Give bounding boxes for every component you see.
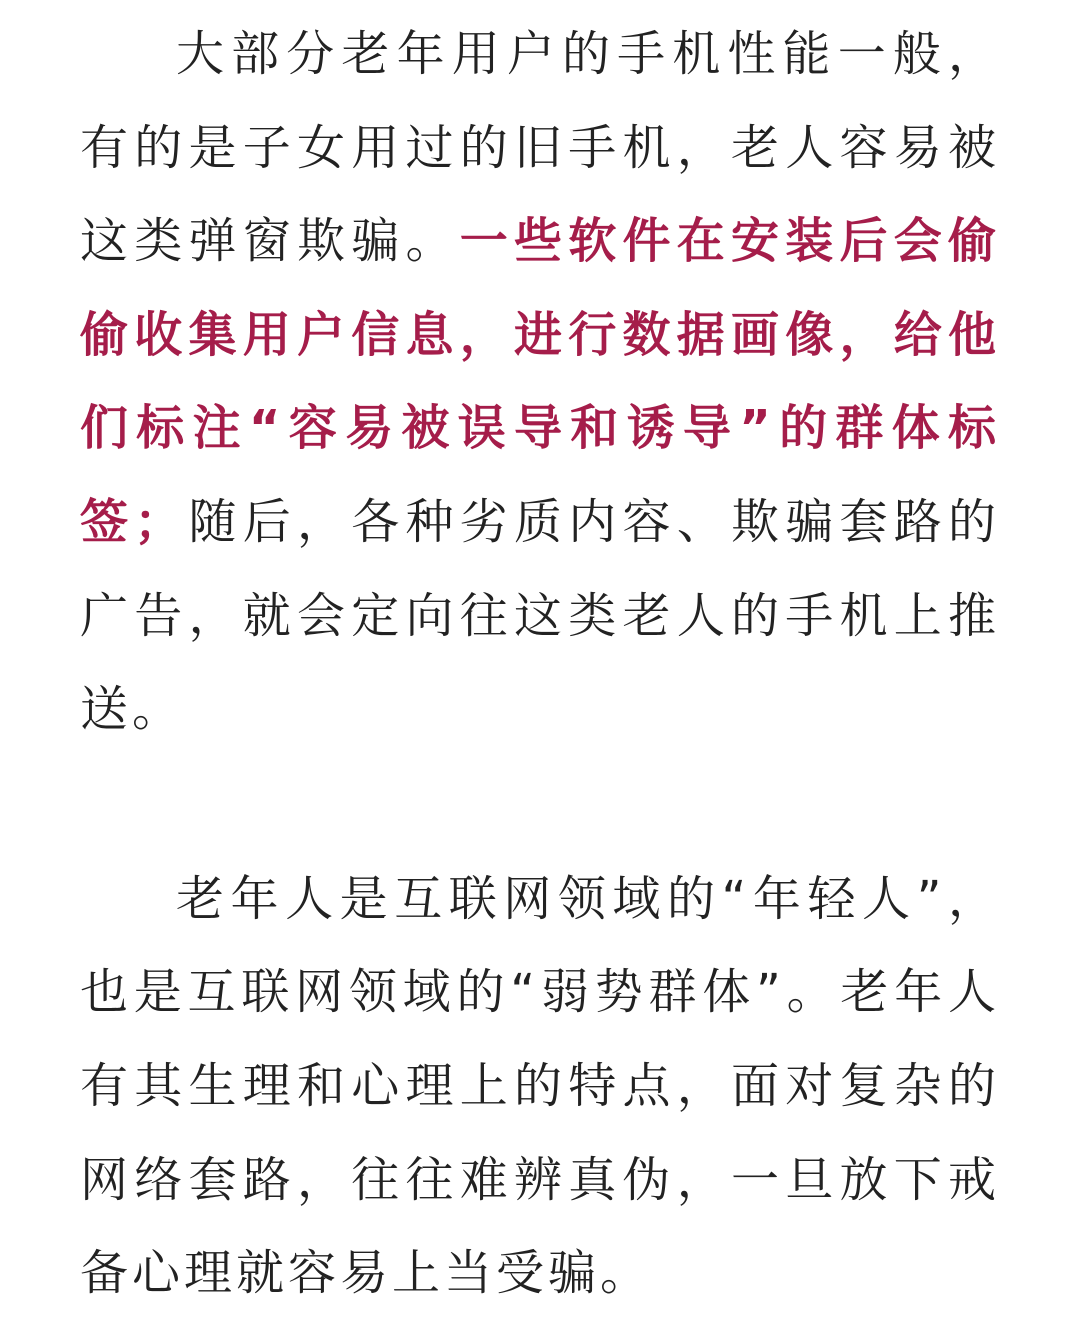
paragraph bbox=[80, 853, 1000, 1321]
text-line bbox=[80, 476, 1000, 570]
body-text: 广告，就会定向往这类老人的手机上推 bbox=[80, 587, 1000, 644]
body-text: 老年人是互联网领域的“年轻人”， bbox=[176, 870, 1000, 927]
body-text: 备心理就容易上当受骗。 bbox=[80, 1245, 653, 1302]
text-line bbox=[80, 663, 1000, 757]
paragraph bbox=[80, 8, 1000, 757]
text-line bbox=[80, 853, 1000, 947]
text-line bbox=[80, 570, 1000, 664]
body-text: 随后，各种劣质内容、欺骗套路的 bbox=[186, 493, 1000, 550]
text-line bbox=[80, 102, 1000, 196]
text-line bbox=[80, 1134, 1000, 1228]
body-text: 有的是子女用过的旧手机，老人容易被 bbox=[80, 119, 1000, 176]
highlighted-text: 签； bbox=[80, 493, 187, 550]
body-text: 送。 bbox=[80, 681, 185, 738]
highlighted-text: 偷收集用户信息，进行数据画像，给他 bbox=[80, 306, 1000, 363]
body-text: 网络套路，往往难辨真伪，一旦放下戒 bbox=[80, 1151, 1000, 1208]
text-line bbox=[80, 1040, 1000, 1134]
text-line bbox=[80, 195, 1000, 289]
body-text: 有其生理和心理上的特点，面对复杂的 bbox=[80, 1057, 1000, 1114]
highlighted-text: 们标注“容易被误导和诱导”的群体标 bbox=[80, 400, 1000, 457]
text-line bbox=[80, 1227, 1000, 1321]
article-body bbox=[80, 8, 1000, 1321]
body-text: 也是互联网领域的“弱势群体”。老年人 bbox=[80, 964, 1000, 1021]
highlighted-text: 一些软件在安装后会偷 bbox=[459, 213, 1000, 270]
text-line bbox=[80, 946, 1000, 1040]
text-line bbox=[80, 289, 1000, 383]
text-line bbox=[80, 382, 1000, 476]
body-text: 这类弹窗欺骗。 bbox=[80, 213, 460, 270]
body-text: 大部分老年用户的手机性能一般， bbox=[176, 26, 1000, 82]
text-line bbox=[80, 8, 1000, 102]
